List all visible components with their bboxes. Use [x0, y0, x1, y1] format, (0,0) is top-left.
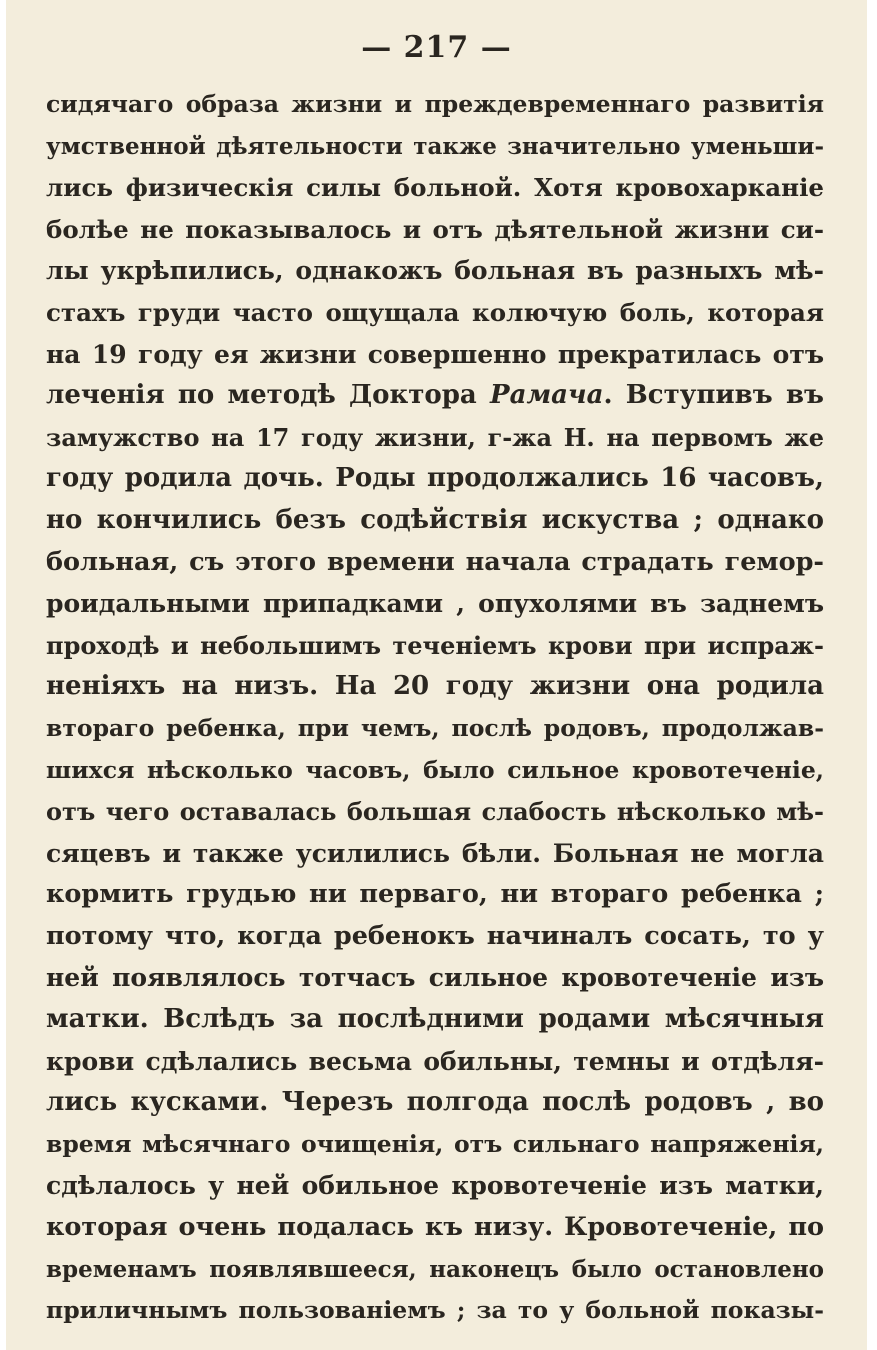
text-line: проходѣ и небольшимъ теченіемъ крови при испраж- — [46, 630, 824, 660]
text-line: больная, съ этого времени начала страдать гемор- — [46, 546, 824, 577]
text-line: сидячаго образа жизни и преждевременнаго развитія — [46, 90, 824, 118]
text-line: отъ чего оставалась большая слабость нѣсколько мѣ- — [46, 797, 824, 827]
text-line: лись физическія силы больной. Хотя кровохарканіе — [46, 173, 824, 203]
text-line: на 19 году ея жизни совершенно прекратилась отъ — [46, 339, 824, 369]
text-line: временамъ появлявшееся, наконецъ было остановлено — [46, 1255, 824, 1283]
text-line: лись кусками. Черезъ полгода послѣ родовъ , во — [46, 1087, 824, 1118]
page-number: — 217 — — [361, 30, 512, 65]
text-line: время мѣсячнаго очищенія, отъ сильнаго напряженія, — [46, 1129, 824, 1158]
text-line: потому что, когда ребенокъ начиналъ сосать, то у — [46, 920, 824, 951]
text-line: сдѣлалось у ней обильное кровотеченіе изъ матки, — [46, 1171, 824, 1201]
text-line: году родила дочь. Роды продолжались 16 часовъ, — [46, 463, 824, 494]
text-line: умственной дѣятельности также значительно уменьши- — [46, 132, 824, 160]
text-line: ней появлялось тотчасъ сильное кровотеченіе изъ — [46, 963, 824, 993]
text-line: стахъ груди часто ощущала колючую боль, которая — [46, 297, 824, 327]
text-line: замужство на 17 году жизни, г-жа Н. на первомъ же — [46, 422, 824, 452]
text-line: роидальными припадками , опухолями въ заднемъ — [46, 589, 824, 619]
text-line: которая очень подалась къ низу. Кровотеченіе, по — [46, 1212, 824, 1243]
italic-name: Рамача — [490, 380, 604, 411]
body-text — [46, 84, 824, 1332]
text-line: леченія по методѣ Доктора Рамача. Вступивъ въ — [46, 380, 824, 411]
text-line: кормить грудью ни перваго, ни втораго ребенка ; — [46, 879, 824, 910]
text-line: втораго ребенка, при чемъ, послѣ родовъ, продолжав- — [46, 713, 824, 742]
text-line: но кончились безъ содѣйствія искуства ; однако — [46, 504, 824, 535]
text-line: неніяхъ на низъ. На 20 году жизни она родила — [46, 671, 824, 702]
text-line: шихся нѣсколько часовъ, было сильное кровотеченіе, — [46, 755, 824, 784]
text-line: болѣе не показывалось и отъ дѣятельной жизни си- — [46, 214, 824, 244]
text-line: крови сдѣлались весьма обильны, темны и отдѣля- — [46, 1046, 824, 1076]
text-line: лы укрѣпились, однакожъ больная въ разныхъ мѣ- — [46, 256, 824, 286]
text-line: сяцевъ и также усилились бѣли. Больная не могла — [46, 838, 824, 868]
text-line: матки. Вслѣдъ за послѣдними родами мѣсячныя — [46, 1004, 824, 1035]
text-line: приличнымъ пользованіемъ ; за то у больной показы- — [46, 1296, 824, 1325]
